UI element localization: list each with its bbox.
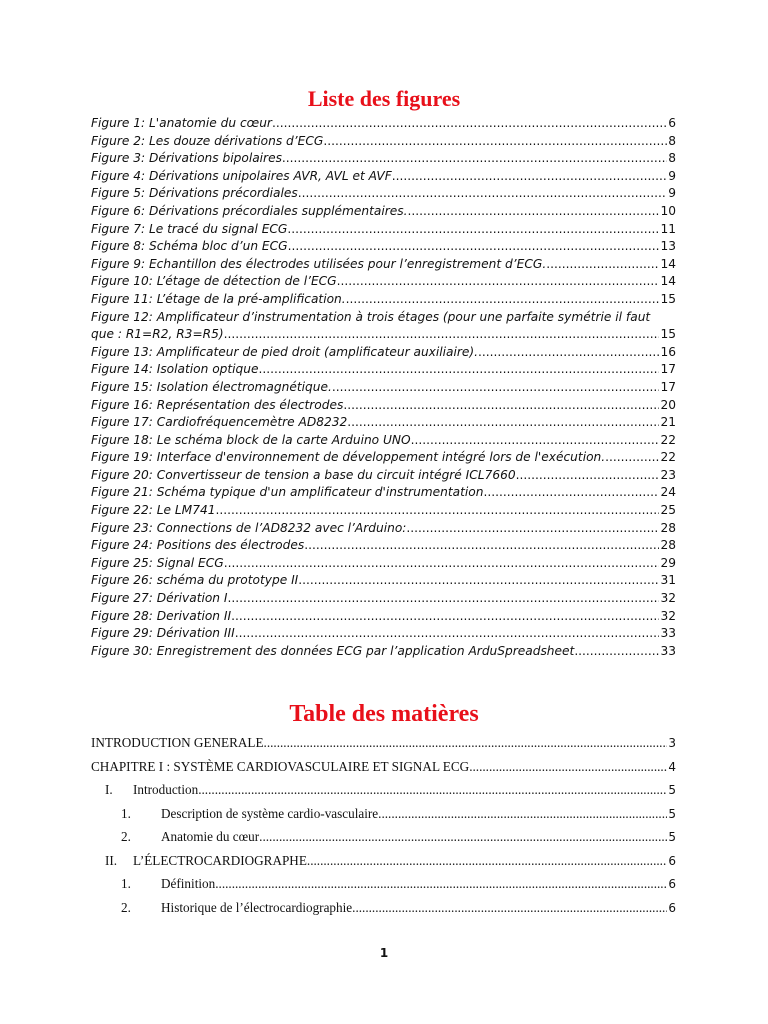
figure-entry[interactable] xyxy=(91,449,676,467)
figure-entry-text: Figure 8: Schéma bloc d’un ECG xyxy=(91,239,288,254)
toc-entry-page: 5 xyxy=(668,806,676,821)
figure-entry-page: 17 xyxy=(660,362,676,377)
toc-entry-number: 1. xyxy=(121,876,131,891)
figure-entry-page: 31 xyxy=(660,573,676,588)
figure-entry-page: 8 xyxy=(668,151,676,166)
figure-entry-text: Figure 20: Convertisseur de tension a base du circuit intégré ICL7660 xyxy=(91,467,516,482)
figure-entry[interactable] xyxy=(91,344,676,362)
figure-entry-text: Figure 16: Représentation des électrodes xyxy=(91,397,344,412)
figure-entry-text: Figure 21: Schéma typique d'un amplificateur d'instrumentation xyxy=(91,485,484,500)
figure-entry-text: Figure 29: Dérivation III xyxy=(91,626,235,641)
figure-entry-page: 33 xyxy=(660,643,676,658)
figure-entry-page: 28 xyxy=(660,538,676,553)
toc-entry-text: Introduction xyxy=(133,782,199,797)
figure-entry[interactable] xyxy=(91,115,676,133)
figure-entry[interactable] xyxy=(91,150,676,168)
figure-entry-page: 29 xyxy=(660,555,676,570)
figure-entry-page: 14 xyxy=(660,274,676,289)
figure-entry-page: 17 xyxy=(660,379,676,394)
figure-entry-text: Figure 18: Le schéma block de la carte Arduino UNO xyxy=(91,432,411,447)
figure-entry-text: Figure 19: Interface d'environnement de développement intégré lors de l'exécution. xyxy=(91,450,606,465)
figure-entry-page: 32 xyxy=(660,608,676,623)
figure-entry-wrapped-second-line[interactable] xyxy=(91,326,676,344)
figure-entry[interactable] xyxy=(91,397,676,415)
figure-entry[interactable] xyxy=(91,238,676,256)
figure-entry-page: 14 xyxy=(660,256,676,271)
figure-entry[interactable] xyxy=(91,256,676,274)
figure-entry-page: 22 xyxy=(660,450,676,465)
figure-entry-page: 10 xyxy=(660,203,676,218)
figure-entry-text: Figure 11: L’étage de la pré-amplification. xyxy=(91,291,346,306)
figure-entry-text: Figure 2: Les douze dérivations d’ECG xyxy=(91,133,324,148)
figure-entry-text: Figure 13: Amplificateur de pied droit (amplificateur auxiliaire). xyxy=(91,344,479,359)
toc-entry-page: 6 xyxy=(668,877,676,891)
toc-entry-number: 2. xyxy=(121,829,131,844)
figure-entry[interactable] xyxy=(91,484,676,502)
figure-entry[interactable] xyxy=(91,555,676,573)
figure-entry-page: 15 xyxy=(660,291,676,306)
figure-entry-text: Figure 4: Dérivations unipolaires AVR, AVL et AVF xyxy=(91,168,392,183)
figure-entry-page: 16 xyxy=(660,344,676,359)
toc-entry-page: 5 xyxy=(668,783,676,797)
figure-entry-text: Figure 12: Amplificateur d’instrumentation à trois étages (pour une parfaite symétrie il faut xyxy=(91,309,651,324)
figure-entry[interactable] xyxy=(91,291,676,309)
toc-entry-text: Historique de l’électrocardiographie xyxy=(161,899,353,915)
figure-entry[interactable] xyxy=(91,608,676,626)
toc-entry-number: II. xyxy=(105,852,118,868)
figure-entry-page: 6 xyxy=(668,116,676,130)
figure-entry[interactable] xyxy=(91,185,676,203)
figure-entry[interactable] xyxy=(91,414,676,432)
figure-entry-text: Figure 3: Dérivations bipolaires xyxy=(91,151,282,166)
figure-entry[interactable] xyxy=(91,379,676,397)
figure-entry[interactable] xyxy=(91,590,676,608)
figure-entry-text: que : R1=R2, R3=R5) xyxy=(91,327,224,342)
figure-entry-text: Figure 30: Enregistrement des données ECG par l’application ArduSpreadsheet xyxy=(91,643,575,658)
toc-entry[interactable] xyxy=(91,896,676,920)
figure-entry-text: Figure 10: L’étage de détection de l’ECG xyxy=(91,274,337,289)
figure-entry[interactable] xyxy=(91,432,676,450)
figure-entry-page: 9 xyxy=(668,186,676,201)
figure-entry-text: Figure 28: Derivation II xyxy=(91,608,232,623)
toc-entry-text: Définition xyxy=(161,876,216,891)
figure-entry-text: Figure 1: L'anatomie du cœur xyxy=(91,116,272,130)
toc-entry-text: L’ÉLECTROCARDIOGRAPHE xyxy=(133,852,307,868)
toc-entry[interactable] xyxy=(91,825,676,849)
toc-entry-number: I. xyxy=(105,782,113,797)
toc-entry-number: 2. xyxy=(121,899,131,915)
figure-entry[interactable] xyxy=(91,133,676,151)
figure-entry-text: Figure 5: Dérivations précordiales xyxy=(91,186,298,201)
toc-entry-text: CHAPITRE I : SYSTÈME CARDIOVASCULAIRE ET SIGNAL ECG xyxy=(91,758,470,774)
figure-entry-text: Figure 24: Positions des électrodes xyxy=(91,538,305,553)
figure-entry-page: 9 xyxy=(668,168,676,183)
figure-entry-page: 8 xyxy=(668,133,676,148)
toc-entry-page: 6 xyxy=(668,900,676,915)
figure-entry-text: Figure 17: Cardiofréquencemètre AD8232 xyxy=(91,415,348,430)
figure-entry-text: Figure 9: Echantillon des électrodes utilisées pour l’enregistrement d’ECG. xyxy=(91,256,547,271)
figure-entry-text: Figure 27: Dérivation I xyxy=(91,591,228,606)
toc-entry[interactable] xyxy=(91,872,676,896)
figure-entry-page: 20 xyxy=(660,397,676,412)
figure-entry-page: 25 xyxy=(660,503,676,518)
figure-entry-text: Figure 22: Le LM741 xyxy=(91,503,216,518)
figure-entry[interactable] xyxy=(91,221,676,239)
figure-entry-text: Figure 6: Dérivations précordiales supplémentaires. xyxy=(91,203,408,218)
figure-entry-page: 28 xyxy=(660,520,676,535)
toc-entry-page: 4 xyxy=(668,759,676,774)
toc-entry[interactable] xyxy=(91,731,676,755)
toc-heading: Table des matières xyxy=(289,701,479,727)
figure-entry[interactable] xyxy=(91,467,676,485)
toc-entry-number: 1. xyxy=(121,805,131,821)
figure-entry-page: 32 xyxy=(660,591,676,606)
figure-entry[interactable] xyxy=(91,502,676,520)
figure-entry[interactable] xyxy=(91,643,676,661)
figure-entry-page: 15 xyxy=(660,327,676,342)
figure-entry-page: 22 xyxy=(660,432,676,447)
toc-entry-text: INTRODUCTION GENERALE xyxy=(91,735,264,750)
figures-list xyxy=(91,115,676,660)
toc-entry[interactable] xyxy=(91,802,676,826)
figure-entry-page: 11 xyxy=(660,221,676,236)
page-number: 1 xyxy=(379,946,389,960)
toc-entry-page: 5 xyxy=(668,830,676,844)
figure-entry[interactable] xyxy=(91,625,676,643)
figure-entry-text: Figure 25: Signal ECG xyxy=(91,555,224,570)
figure-entry-text: Figure 15: Isolation électromagnétique. xyxy=(91,379,332,394)
figure-entry-text: Figure 23: Connections de l’AD8232 avec l’Arduino: xyxy=(91,520,407,535)
figure-entry[interactable] xyxy=(91,203,676,221)
figure-entry-text: Figure 7: Le tracé du signal ECG xyxy=(91,221,288,236)
figure-entry-page: 21 xyxy=(660,415,676,430)
toc-entry[interactable] xyxy=(91,849,676,873)
figure-entry-page: 24 xyxy=(660,485,676,500)
figure-entry[interactable] xyxy=(91,168,676,186)
figure-entry-page: 23 xyxy=(660,467,676,482)
figure-entry[interactable] xyxy=(91,273,676,291)
figure-entry-wrapped-first-line[interactable] xyxy=(91,309,676,327)
toc-entry[interactable] xyxy=(91,755,676,779)
figure-entry-page: 33 xyxy=(660,626,676,641)
figure-entry[interactable] xyxy=(91,520,676,538)
toc-entry-page: 6 xyxy=(668,853,676,868)
toc-entry-text: Description de système cardio-vasculaire xyxy=(161,805,379,821)
figure-entry[interactable] xyxy=(91,361,676,379)
figure-entry-text: Figure 26: schéma du prototype II xyxy=(91,573,299,588)
figure-entry[interactable] xyxy=(91,572,676,590)
toc-list xyxy=(91,731,676,919)
figure-entry[interactable] xyxy=(91,537,676,555)
toc-entry-text: Anatomie du cœur xyxy=(161,829,260,844)
toc-entry-page: 3 xyxy=(668,736,676,750)
toc-entry[interactable] xyxy=(91,778,676,802)
figure-entry-text: Figure 14: Isolation optique xyxy=(91,362,259,377)
figures-heading: Liste des figures xyxy=(307,86,461,111)
figure-entry-page: 13 xyxy=(660,239,676,254)
